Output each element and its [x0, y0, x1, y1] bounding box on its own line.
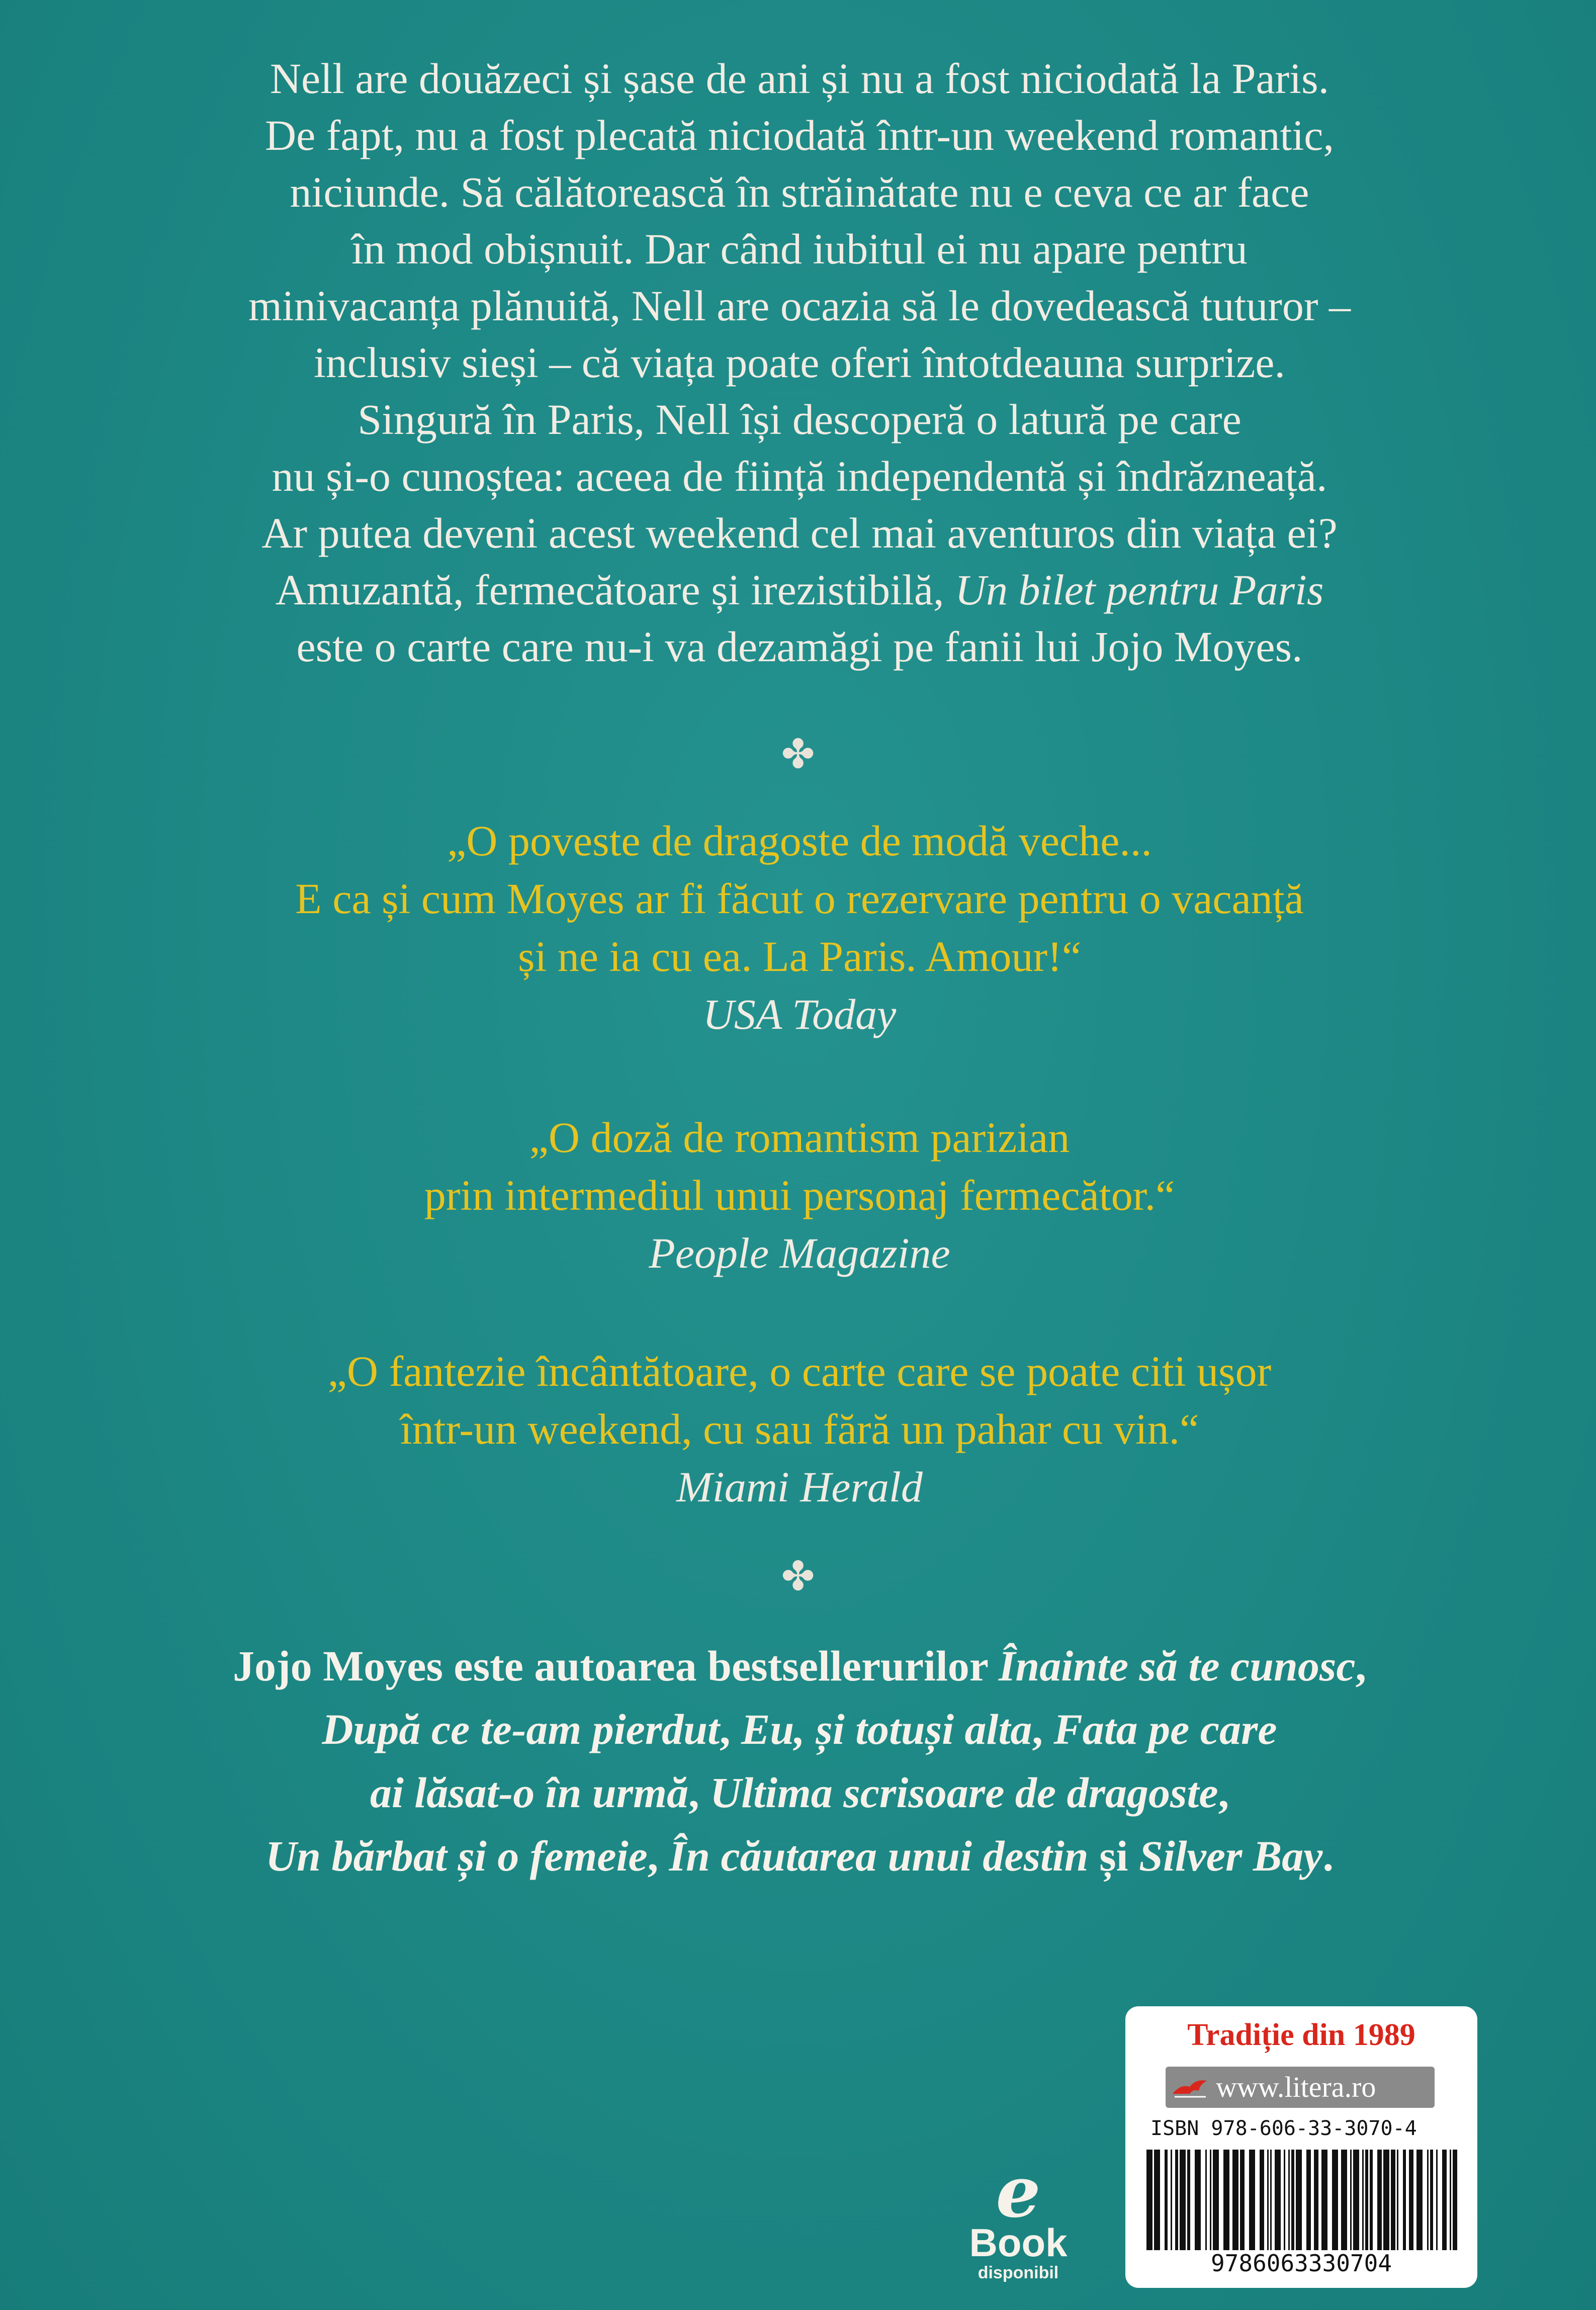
barcode-bar: [1350, 2150, 1352, 2250]
website-bar: [1166, 2067, 1435, 2108]
barcode-bar: [1205, 2150, 1207, 2250]
isbn-number: ISBN 978-606-33-3070-4: [1150, 2117, 1417, 2140]
barcode-bar: [1260, 2150, 1264, 2250]
barcode-bar: [1430, 2150, 1433, 2250]
ebook-available-label: disponibil: [978, 2263, 1059, 2282]
ornament-icon: ✤: [781, 731, 815, 777]
barcode-bar: [1267, 2150, 1269, 2250]
barcode: [1140, 2150, 1462, 2275]
barcode-bar: [1165, 2150, 1168, 2250]
barcode-bar: [1391, 2150, 1395, 2250]
blurb: [80, 50, 1519, 675]
author-bio-line: Jojo Moyes este autoarea bestsellerurilor Înainte să te cunosc,: [232, 1642, 1367, 1690]
barcode-bar: [1341, 2150, 1347, 2250]
blurb-line: nu și-o cunoștea: aceea de ființă independentă și îndrăzneață.: [272, 452, 1327, 500]
barcode-bar: [1284, 2150, 1285, 2250]
barcode-bar: [1154, 2150, 1160, 2250]
quote-line: „O poveste de dragoste de modă veche...: [447, 817, 1152, 865]
quote-source: USA Today: [702, 990, 897, 1038]
blurb-line: Nell are douăzeci și șase de ani și nu a fost niciodată la Paris.: [270, 54, 1329, 103]
barcode-bar: [1270, 2150, 1272, 2250]
barcode-bar: [1353, 2150, 1359, 2250]
barcode-bar: [1427, 2150, 1429, 2250]
barcode-bar: [1275, 2150, 1281, 2250]
barcode-bar: [1416, 2150, 1423, 2250]
blurb-line: niciunde. Să călătorească în străinătate nu e ceva ce ar face: [290, 168, 1309, 216]
barcode-bars: [1146, 2150, 1457, 2250]
author-bio: [80, 1634, 1519, 1888]
blurb-line: De fapt, nu a fost plecată niciodată într-un weekend romantic,: [265, 111, 1334, 159]
blurb-line: este o carte care nu-i va dezamăgi pe fanii lui Jojo Moyes.: [296, 623, 1303, 671]
barcode-digits: 9786063330704: [1210, 2250, 1392, 2275]
blurb-line: minivacanța plănuită, Nell are ocazia să le dovedească tuturor –: [248, 282, 1351, 330]
quote-line: și ne ia cu ea. La Paris. Amour!“: [517, 932, 1081, 981]
barcode-bar: [1370, 2150, 1373, 2250]
barcode-bar: [1362, 2150, 1364, 2250]
barcode-bar: [1291, 2150, 1294, 2250]
barcode-bar: [1146, 2150, 1152, 2250]
barcode-bar: [1180, 2150, 1186, 2250]
quote-source: People Magazine: [649, 1229, 950, 1277]
quote-line: „O fantezie încântătoare, o carte care se poate citi ușor: [327, 1347, 1272, 1395]
barcode-bar: [1383, 2150, 1389, 2250]
barcode-bar: [1314, 2150, 1318, 2250]
review-quote: [80, 1109, 1519, 1282]
barcode-bar: [1223, 2150, 1229, 2250]
blurb-line: Singură în Paris, Nell își descoperă o latură pe care: [358, 395, 1242, 443]
barcode-bar: [1296, 2150, 1302, 2250]
litera-logo-icon: [1171, 2074, 1210, 2101]
quote-line: prin intermediul unui personaj fermecător.“: [424, 1171, 1175, 1219]
barcode-bar: [1195, 2150, 1201, 2250]
barcode-bar: [1187, 2150, 1190, 2250]
barcode-bar: [1397, 2150, 1398, 2250]
barcode-bar: [1175, 2150, 1178, 2250]
barcode-bar: [1210, 2150, 1211, 2250]
book-title: Un bilet pentru Paris: [955, 566, 1324, 614]
blurb-line: inclusiv sieși – că viața poate oferi întotdeauna surprize.: [314, 338, 1285, 387]
barcode-bar: [1171, 2150, 1172, 2250]
quote-line: într-un weekend, cu sau fără un pahar cu vin.“: [400, 1405, 1199, 1453]
author-bio-line: După ce te-am pierdut, Eu, și totuși alta, Fata pe care: [322, 1705, 1277, 1753]
quote-line: E ca și cum Moyes ar fi făcut o rezervare pentru o vacanță: [295, 874, 1304, 923]
barcode-bar: [1249, 2150, 1255, 2250]
barcode-bar: [1442, 2150, 1447, 2250]
blurb-line: [80, 562, 1519, 618]
blurb-line: în mod obișnuit. Dar când iubitul ei nu apare pentru: [351, 225, 1248, 273]
website-url: www.litera.ro: [1216, 2071, 1376, 2103]
author-bio-line: ai lăsat-o în urmă, Ultima scrisoare de dragoste,: [370, 1768, 1229, 1817]
barcode-bar: [1377, 2150, 1382, 2250]
ebook-label: Book: [969, 2220, 1068, 2265]
barcode-bar: [1365, 2150, 1368, 2250]
barcode-bar: [1332, 2150, 1338, 2250]
barcode-bar: [1321, 2150, 1327, 2250]
ornament-icon: ✤: [781, 1553, 815, 1600]
review-quote: [80, 812, 1519, 1043]
ebook-badge: [960, 2151, 1076, 2283]
barcode-bar: [1403, 2150, 1406, 2250]
barcode-bar: [1436, 2150, 1438, 2250]
blurb-line: Ar putea deveni acest weekend cel mai aventuros din viața ei?: [261, 509, 1338, 557]
review-quote: [80, 1343, 1519, 1516]
barcode-bar: [1232, 2150, 1238, 2250]
barcode-bar: [1213, 2150, 1219, 2250]
publisher-sticker: [1125, 2006, 1477, 2288]
ebook-e-icon: e: [996, 2151, 1041, 2234]
blurb-text: Amuzantă, fermecătoare și irezistibilă,: [275, 566, 944, 614]
barcode-bar: [1288, 2150, 1290, 2250]
barcode-bar: [1240, 2150, 1245, 2250]
barcode-bar: [1409, 2150, 1413, 2250]
barcode-bar: [1450, 2150, 1451, 2250]
author-bio-line: Un bărbat și o femeie, În căutarea unui destin și Silver Bay.: [265, 1832, 1334, 1880]
quote-source: Miami Herald: [676, 1463, 923, 1511]
barcode-bar: [1306, 2150, 1311, 2250]
barcode-bar: [1453, 2150, 1457, 2250]
quote-line: „O doză de romantism parizian: [529, 1113, 1070, 1162]
tradition-text: Tradiție din 1989: [1187, 2018, 1415, 2052]
